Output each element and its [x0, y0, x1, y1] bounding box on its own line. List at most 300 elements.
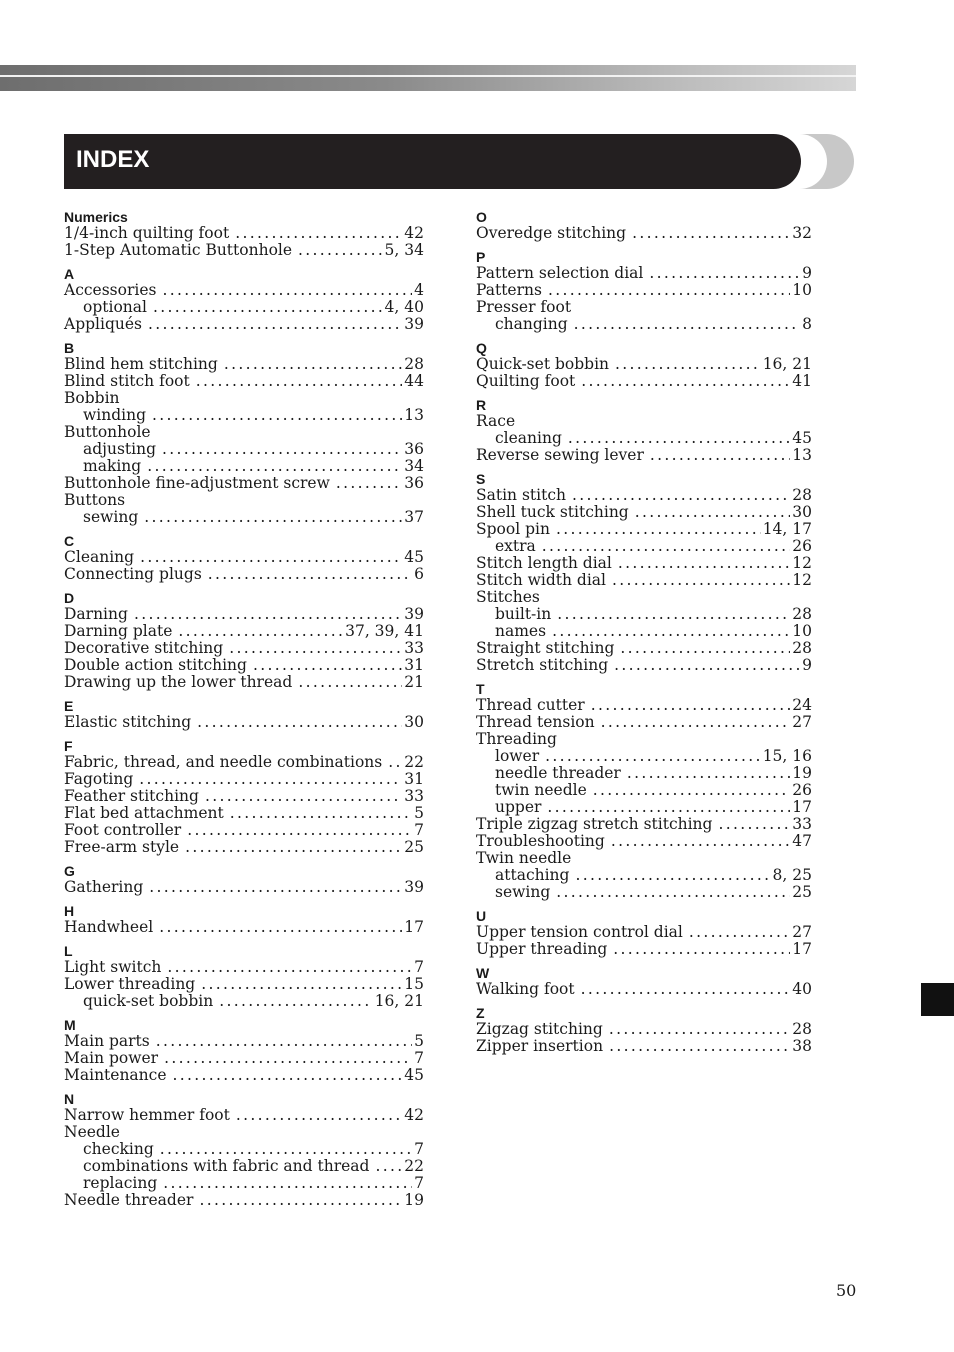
index-entry [476, 731, 812, 748]
entry-term: Fabric, thread, and needle combinations [64, 753, 383, 771]
entry-pages: 17 [404, 918, 424, 936]
index-section [64, 863, 424, 896]
index-entry [64, 356, 424, 373]
index-entry [476, 640, 812, 657]
entry-pages: 9 [802, 656, 812, 674]
index-section [64, 533, 424, 583]
dot-leader [224, 356, 402, 373]
title-bar [64, 134, 801, 189]
index-subentry [476, 606, 812, 623]
entry-term: twin needle [495, 781, 587, 799]
index-subentry [64, 441, 424, 458]
entry-term: Handwheel [64, 918, 154, 936]
index-section [476, 397, 812, 464]
index-subentry [476, 748, 812, 765]
entry-pages: 7 [414, 1140, 424, 1158]
index-subentry [64, 1141, 424, 1158]
section-letter: R [476, 397, 487, 413]
index-entry [64, 839, 424, 856]
entry-pages: 39 [404, 605, 424, 623]
index-entry [64, 657, 424, 674]
dot-leader [609, 1021, 790, 1038]
entry-term: checking [83, 1140, 154, 1158]
dot-leader [336, 475, 402, 492]
index-entry [64, 1050, 424, 1067]
entry-pages: 45 [404, 1066, 424, 1084]
entry-pages: 7 [414, 821, 424, 839]
entry-pages: 10 [792, 622, 812, 640]
index-entry [64, 1192, 424, 1209]
entry-pages: 22 [404, 1157, 424, 1175]
section-letter: Z [476, 1005, 485, 1021]
dot-leader [718, 816, 790, 833]
entry-pages: 34 [404, 457, 424, 475]
entry-term: Patterns [476, 281, 542, 299]
entry-term: combinations with fabric and thread [83, 1157, 370, 1175]
index-entry [64, 879, 424, 896]
entry-term: Blind stitch foot [64, 372, 190, 390]
section-letter: W [476, 965, 490, 981]
entry-pages: 7 [414, 1174, 424, 1192]
entry-term: attaching [495, 866, 570, 884]
entry-term: Feather stitching [64, 787, 199, 805]
entry-pages: 45 [792, 429, 812, 447]
dot-leader [581, 373, 790, 390]
dot-leader [635, 504, 791, 521]
index-entry [64, 714, 424, 731]
dot-leader [140, 549, 402, 566]
dot-leader [253, 657, 402, 674]
dot-leader [235, 225, 402, 242]
dot-leader [162, 282, 412, 299]
entry-pages: 36 [404, 474, 424, 492]
dot-leader [627, 765, 790, 782]
entry-term: Threading [476, 730, 557, 748]
entry-pages: 42 [404, 1106, 424, 1124]
dot-leader [568, 430, 790, 447]
dot-leader [574, 316, 800, 333]
index-section [64, 266, 424, 333]
index-entry [64, 1067, 424, 1084]
entry-term: Foot controller [64, 821, 182, 839]
index-entry [476, 589, 812, 606]
index-subentry [476, 765, 812, 782]
index-column-right [476, 209, 812, 1055]
dot-leader [156, 1033, 412, 1050]
entry-term: Zipper insertion [476, 1037, 604, 1055]
entry-pages: 28 [404, 355, 424, 373]
entry-term: Darning plate [64, 622, 173, 640]
dot-leader [556, 521, 761, 538]
dot-leader [163, 1175, 412, 1192]
entry-pages: 4 [414, 281, 424, 299]
section-letter: Numerics [64, 209, 128, 225]
entry-pages: 31 [404, 770, 424, 788]
entry-pages: 7 [414, 1049, 424, 1067]
index-section [64, 340, 424, 526]
entry-term: Gathering [64, 878, 144, 896]
entry-term: extra [495, 537, 536, 555]
entry-pages: 37 [404, 508, 424, 526]
index-subentry [476, 316, 812, 333]
dot-leader [162, 441, 402, 458]
entry-term: Upper threading [476, 940, 608, 958]
section-letter: A [64, 266, 75, 282]
index-subentry [64, 458, 424, 475]
entry-term: Blind hem stitching [64, 355, 218, 373]
entry-pages: 21 [404, 673, 424, 691]
index-entry [476, 521, 812, 538]
index-entry [476, 816, 812, 833]
entry-pages: 30 [404, 713, 424, 731]
entry-pages: 13 [404, 406, 424, 424]
dot-leader [557, 606, 790, 623]
entry-term: Quilting foot [476, 372, 576, 390]
dot-leader [620, 640, 790, 657]
entry-pages: 13 [792, 446, 812, 464]
entry-pages: 15 [404, 975, 424, 993]
index-subentry [64, 993, 424, 1010]
entry-pages: 9 [802, 264, 812, 282]
index-entry [476, 833, 812, 850]
dot-leader [152, 407, 402, 424]
dot-leader [148, 316, 402, 333]
dot-leader [187, 822, 412, 839]
section-letter: H [64, 903, 75, 919]
index-subentry [476, 623, 812, 640]
dot-leader [556, 884, 790, 901]
entry-term: lower [495, 747, 540, 765]
entry-pages: 5, 34 [384, 241, 424, 259]
index-entry [64, 1033, 424, 1050]
index-entry [476, 447, 812, 464]
entry-pages: 19 [404, 1191, 424, 1209]
section-letter: U [476, 908, 487, 924]
entry-pages: 39 [404, 878, 424, 896]
entry-term: Connecting plugs [64, 565, 202, 583]
dot-leader [649, 265, 800, 282]
entry-pages: 36 [404, 440, 424, 458]
index-entry [64, 959, 424, 976]
dot-leader [178, 623, 343, 640]
index-subentry [476, 430, 812, 447]
dot-leader [164, 1050, 412, 1067]
entry-term: Decorative stitching [64, 639, 224, 657]
index-entry [64, 919, 424, 936]
section-letter: L [64, 943, 73, 959]
entry-pages: 5 [414, 804, 424, 822]
dot-leader [593, 782, 791, 799]
section-letter: N [64, 1091, 75, 1107]
index-entry [64, 424, 424, 441]
index-entry [476, 265, 812, 282]
entry-term: Drawing up the lower thread [64, 673, 293, 691]
index-entry [64, 640, 424, 657]
index-section [64, 209, 424, 259]
index-entry [64, 1107, 424, 1124]
section-letter: C [64, 533, 75, 549]
section-letter: S [476, 471, 486, 487]
entry-term: Quick-set bobbin [476, 355, 610, 373]
entry-term: Shell tuck stitching [476, 503, 629, 521]
entry-term: Thread tension [476, 713, 595, 731]
entry-term: Elastic stitching [64, 713, 192, 731]
dot-leader [230, 805, 412, 822]
section-letter: B [64, 340, 75, 356]
entry-pages: 37, 39, 41 [345, 622, 424, 640]
dot-leader [552, 623, 790, 640]
index-subentry [64, 1158, 424, 1175]
index-entry [64, 373, 424, 390]
dot-leader [542, 538, 790, 555]
entry-term: needle threader [495, 764, 621, 782]
entry-term: 1/4-inch quilting foot [64, 224, 230, 242]
dot-leader [134, 606, 402, 623]
index-section [64, 738, 424, 856]
entry-pages: 17 [792, 798, 812, 816]
entry-term: names [495, 622, 547, 640]
entry-pages: 31 [404, 656, 424, 674]
section-letter: F [64, 738, 73, 754]
entry-term: upper [495, 798, 542, 816]
index-entry [64, 225, 424, 242]
index-entry [476, 356, 812, 373]
dot-leader [388, 754, 402, 771]
entry-pages: 33 [404, 639, 424, 657]
index-column-left [64, 209, 424, 1209]
dot-leader [548, 282, 790, 299]
entry-pages: 38 [792, 1037, 812, 1055]
entry-term: Upper tension control dial [476, 923, 683, 941]
index-subentry [64, 1175, 424, 1192]
entry-pages: 12 [792, 571, 812, 589]
entry-term: Walking foot [476, 980, 575, 998]
entry-term: Needle threader [64, 1191, 194, 1209]
dot-leader [196, 373, 403, 390]
section-letter: Q [476, 340, 487, 356]
entry-pages: 15, 16 [762, 747, 812, 765]
entry-pages: 28 [792, 605, 812, 623]
entry-term: Narrow hemmer foot [64, 1106, 230, 1124]
entry-term: Buttons [64, 491, 126, 509]
dot-leader [612, 572, 790, 589]
dot-leader [298, 674, 402, 691]
dot-leader [614, 657, 800, 674]
entry-term: Main parts [64, 1032, 150, 1050]
entry-term: Buttonhole fine-adjustment screw [64, 474, 330, 492]
entry-pages: 6 [414, 565, 424, 583]
entry-pages: 10 [792, 281, 812, 299]
entry-pages: 26 [792, 781, 812, 799]
entry-term: Triple zigzag stretch stitching [476, 815, 713, 833]
entry-pages: 30 [792, 503, 812, 521]
index-entry [476, 555, 812, 572]
entry-term: Main power [64, 1049, 159, 1067]
index-entry [476, 487, 812, 504]
entry-pages: 45 [404, 548, 424, 566]
section-letter: E [64, 698, 74, 714]
index-section [476, 209, 812, 242]
entry-term: Straight stitching [476, 639, 615, 657]
index-entry [476, 850, 812, 867]
entry-term: Zigzag stitching [476, 1020, 603, 1038]
entry-pages: 12 [792, 554, 812, 572]
entry-term: Stretch stitching [476, 656, 609, 674]
index-entry [476, 225, 812, 242]
index-entry [476, 373, 812, 390]
dot-leader [219, 993, 372, 1010]
dot-leader [144, 509, 402, 526]
index-entry [476, 299, 812, 316]
dot-leader [159, 919, 402, 936]
entry-pages: 40 [792, 980, 812, 998]
index-subentry [476, 884, 812, 901]
dot-leader [236, 1107, 402, 1124]
dot-leader [185, 839, 402, 856]
index-entry [64, 549, 424, 566]
index-entry [64, 788, 424, 805]
page-number: 50 [836, 1281, 857, 1300]
index-entry [64, 976, 424, 993]
entry-term: sewing [83, 508, 139, 526]
index-section [64, 1017, 424, 1084]
entry-term: Overedge stitching [476, 224, 627, 242]
entry-pages: 25 [404, 838, 424, 856]
dot-leader [591, 697, 791, 714]
entry-pages: 28 [792, 639, 812, 657]
entry-term: Fagoting [64, 770, 134, 788]
index-entry [64, 623, 424, 640]
index-entry [64, 606, 424, 623]
index-section [476, 681, 812, 901]
entry-pages: 27 [792, 713, 812, 731]
index-subentry [64, 299, 424, 316]
dot-leader [613, 941, 790, 958]
index-section [64, 1091, 424, 1209]
entry-term: Twin needle [476, 849, 572, 867]
entry-term: adjusting [83, 440, 156, 458]
entry-term: Stitches [476, 588, 540, 606]
entry-pages: 8, 25 [772, 866, 812, 884]
entry-pages: 17 [792, 940, 812, 958]
section-letter: D [64, 590, 75, 606]
dot-leader [611, 833, 790, 850]
index-entry [476, 714, 812, 731]
entry-term: Light switch [64, 958, 162, 976]
entry-pages: 27 [792, 923, 812, 941]
entry-term: winding [83, 406, 146, 424]
entry-term: Needle [64, 1123, 120, 1141]
entry-term: Double action stitching [64, 656, 247, 674]
entry-pages: 14, 17 [762, 520, 812, 538]
entry-term: sewing [495, 883, 551, 901]
index-entry [64, 1124, 424, 1141]
index-section [476, 340, 812, 390]
dot-leader [208, 566, 412, 583]
index-section [64, 943, 424, 1010]
dot-leader [160, 1141, 412, 1158]
dot-leader [173, 1067, 403, 1084]
index-entry [64, 475, 424, 492]
dot-leader [153, 299, 383, 316]
index-entry [476, 657, 812, 674]
section-letter: M [64, 1017, 76, 1033]
index-entry [476, 282, 812, 299]
dot-leader [632, 225, 790, 242]
index-entry [64, 566, 424, 583]
dot-leader [199, 1192, 402, 1209]
index-section [64, 903, 424, 936]
index-entry [476, 413, 812, 430]
entry-term: Buttonhole [64, 423, 151, 441]
index-entry [64, 282, 424, 299]
dot-leader [601, 714, 791, 731]
index-section [476, 471, 812, 674]
dot-leader [139, 771, 402, 788]
header-stripe [0, 65, 856, 91]
dot-leader [545, 748, 761, 765]
index-entry [476, 504, 812, 521]
index-section [476, 1005, 812, 1055]
index-entry [476, 941, 812, 958]
entry-term: cleaning [495, 429, 562, 447]
index-entry [476, 981, 812, 998]
entry-pages: 25 [792, 883, 812, 901]
dot-leader [149, 879, 402, 896]
entry-term: quick-set bobbin [83, 992, 214, 1010]
entry-term: 1-Step Automatic Buttonhole [64, 241, 293, 259]
entry-pages: 44 [404, 372, 424, 390]
dot-leader [609, 1038, 790, 1055]
index-entry [476, 697, 812, 714]
entry-pages: 39 [404, 315, 424, 333]
dot-leader [298, 242, 383, 259]
page-title: INDEX [76, 146, 150, 173]
dot-leader [229, 640, 402, 657]
index-subentry [476, 538, 812, 555]
entry-term: Spool pin [476, 520, 550, 538]
index-entry [64, 805, 424, 822]
index-entry [64, 492, 424, 509]
entry-pages: 28 [792, 1020, 812, 1038]
entry-pages: 42 [404, 224, 424, 242]
index-entry [64, 674, 424, 691]
index-entry [476, 924, 812, 941]
entry-pages: 4, 40 [384, 298, 424, 316]
entry-pages: 5 [414, 1032, 424, 1050]
index-entry [64, 771, 424, 788]
entry-term: Bobbin [64, 389, 120, 407]
index-subentry [476, 782, 812, 799]
entry-pages: 22 [404, 753, 424, 771]
entry-pages: 32 [792, 224, 812, 242]
entry-pages: 41 [792, 372, 812, 390]
section-letter: P [476, 249, 486, 265]
entry-term: Darning [64, 605, 128, 623]
index-entry [476, 1038, 812, 1055]
entry-pages: 19 [792, 764, 812, 782]
entry-term: Troubleshooting [476, 832, 605, 850]
entry-term: optional [83, 298, 147, 316]
dot-leader [375, 1158, 402, 1175]
index-entry [64, 822, 424, 839]
index-subentry [476, 867, 812, 884]
index-section [64, 698, 424, 731]
thumb-index-tab [921, 983, 954, 1016]
entry-term: Reverse sewing lever [476, 446, 644, 464]
dot-leader [167, 959, 412, 976]
index-entry [64, 316, 424, 333]
